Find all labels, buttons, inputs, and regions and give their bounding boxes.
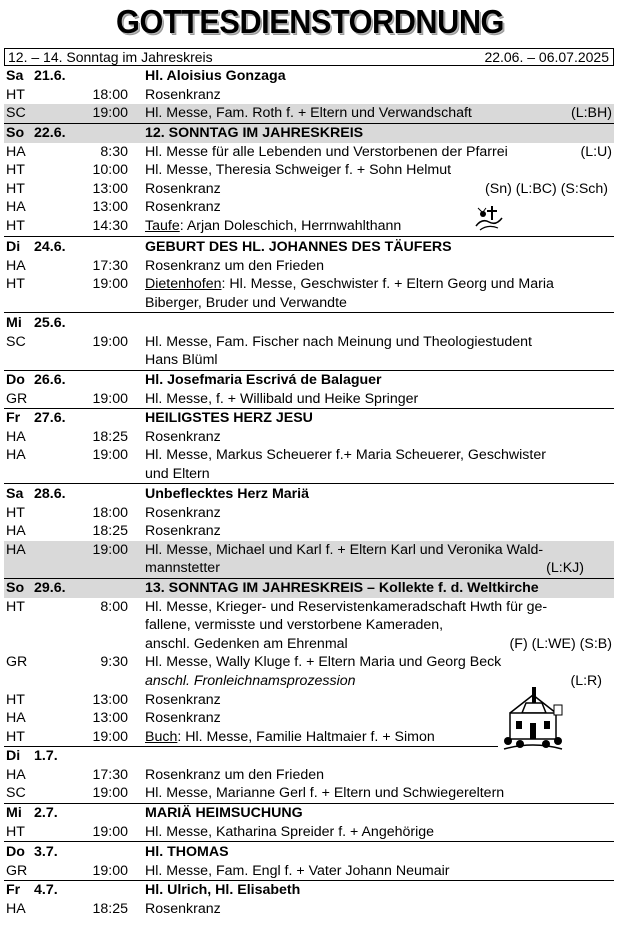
service-row: HT 10:00 Hl. Messe, Theresia Schweiger f. + Sohn Helmut: [6, 162, 452, 179]
service-row: HT 13:00 Rosenkranz (Sn) (L:BC) (S:Sch): [6, 180, 608, 197]
procession-illustration-icon: [502, 681, 564, 751]
day-block: [4, 485, 614, 579]
service-row: HA 18:25 Rosenkranz: [6, 428, 221, 445]
day-block: [4, 314, 614, 371]
period-header: [4, 48, 614, 66]
service-row: GR 19:00 Hl. Messe, Fam. Engl f. + Vater Johann Neumair: [6, 862, 450, 879]
day-header-row: Di 24.6. GEBURT DES HL. JOHANNES DES TÄUFERS: [6, 239, 452, 255]
service-row: HA 17:30 Rosenkranz um den Frieden: [6, 257, 325, 274]
day-header-row: Mi 25.6.: [6, 315, 66, 331]
day-block: [4, 804, 614, 842]
service-row: HA 18:25 Rosenkranz: [6, 523, 221, 540]
service-row: HT 19:00 Hl. Messe, Katharina Spreider f. + Angehörige: [6, 823, 435, 840]
day-header-row: Sa 21.6. Hl. Aloisius Gonzaga: [6, 68, 286, 84]
baptism-icon: [472, 204, 506, 234]
service-row: SC 19:00 Hl. Messe, Fam. Fischer nach Meinung und Theologiestudent: [6, 333, 532, 350]
day-block: [4, 881, 614, 918]
page-title: GOTTESDIENSTORDNUNG: [116, 3, 504, 40]
service-row: HT 8:00 Hl. Messe, Krieger- und Reservistenkameradschaft Hwth für ge-: [6, 598, 548, 615]
period-dates: 22.06. – 06.07.2025: [484, 49, 609, 65]
day-block: [4, 238, 614, 313]
service-row: HA 8:30 Hl. Messe für alle Lebenden und Verstorbenen der Pfarrei (L:U): [6, 143, 612, 160]
service-row: HA 19:00 Hl. Messe, Markus Scheuerer f.+ Maria Scheuerer, Geschwister: [6, 447, 546, 464]
service-row: HA 13:00 Rosenkranz: [6, 199, 221, 216]
service-row: HA 18:25 Rosenkranz: [6, 900, 221, 917]
day-header-row: Sa 28.6. Unbeflecktes Herz Mariä: [6, 486, 310, 502]
day-header-row: Do 3.7. Hl. THOMAS: [6, 844, 229, 860]
service-row: HT 19:00 Dietenhofen: Hl. Messe, Geschwister f. + Eltern Georg und Maria: [6, 276, 554, 293]
day-block: [4, 843, 614, 881]
period-label: 12. – 14. Sonntag im Jahreskreis: [8, 49, 213, 65]
day-header-row: So 22.6. 12. SONNTAG IM JAHRESKREIS: [4, 124, 614, 143]
service-row-cont: mannstetter (L:KJ): [4, 559, 614, 578]
service-row: HA 13:00 Rosenkranz: [6, 710, 221, 727]
service-row: SC 19:00 Hl. Messe, Fam. Roth f. + Eltern und Verwandschaft (L:BH): [6, 105, 612, 122]
day-block: [4, 579, 614, 747]
service-row: HT 18:00 Rosenkranz: [6, 86, 221, 103]
day-header-row: Di 1.7.: [6, 748, 58, 764]
service-row-cont: anschl. Gedenken am Ehrenmal (F) (L:WE) (S:B): [145, 635, 612, 652]
service-row: HT 19:00 Buch: Hl. Messe, Familie Haltmaier f. + Simon: [4, 728, 498, 748]
day-block: [4, 67, 614, 124]
service-row: SC 19:00 Hl. Messe, Marianne Gerl f. + Eltern und Schwiegereltern: [6, 785, 505, 802]
day-block: [4, 409, 614, 484]
service-row: HA 17:30 Rosenkranz um den Frieden: [6, 766, 325, 783]
service-row: GR 19:00 Hl. Messe, f. + Willibald und Heike Springer: [6, 390, 419, 407]
service-row-cont: und Eltern: [145, 465, 210, 482]
service-row: GR 9:30 Hl. Messe, Wally Kluge f. + Eltern Maria und Georg Beck: [6, 654, 502, 671]
service-row: HA 19:00 Hl. Messe, Michael und Karl f. + Eltern Karl und Veronika Wald-: [4, 541, 614, 560]
service-row-cont: anschl. Fronleichnamsprozession (L:R): [145, 672, 602, 689]
day-header-row: Fr 27.6. HEILIGSTES HERZ JESU: [6, 410, 313, 426]
service-row-cont: fallene, vermisste und verstorbene Kameraden,: [145, 617, 444, 634]
service-row-cont: Hans Blüml: [145, 352, 218, 369]
day-block: [4, 747, 614, 804]
service-row: HT 13:00 Rosenkranz: [6, 691, 221, 708]
day-block: [4, 124, 614, 237]
service-row: HT 14:30 Taufe: Arjan Doleschich, Herrnwahlthann: [6, 217, 402, 234]
day-header-row: Mi 2.7. MARIÄ HEIMSUCHUNG: [6, 805, 303, 821]
day-block: [4, 371, 614, 409]
day-header-row: Fr 4.7. Hl. Ulrich, Hl. Elisabeth: [6, 882, 301, 898]
service-row-cont: Biberger, Bruder und Verwandte: [145, 294, 347, 311]
day-header-row: Do 26.6. Hl. Josefmaria Escrivá de Balaguer: [6, 372, 382, 388]
day-header-row: So 29.6. 13. SONNTAG IM JAHRESKREIS – Kollekte f. d. Weltkirche: [4, 579, 614, 598]
service-row: HT 18:00 Rosenkranz: [6, 504, 221, 521]
